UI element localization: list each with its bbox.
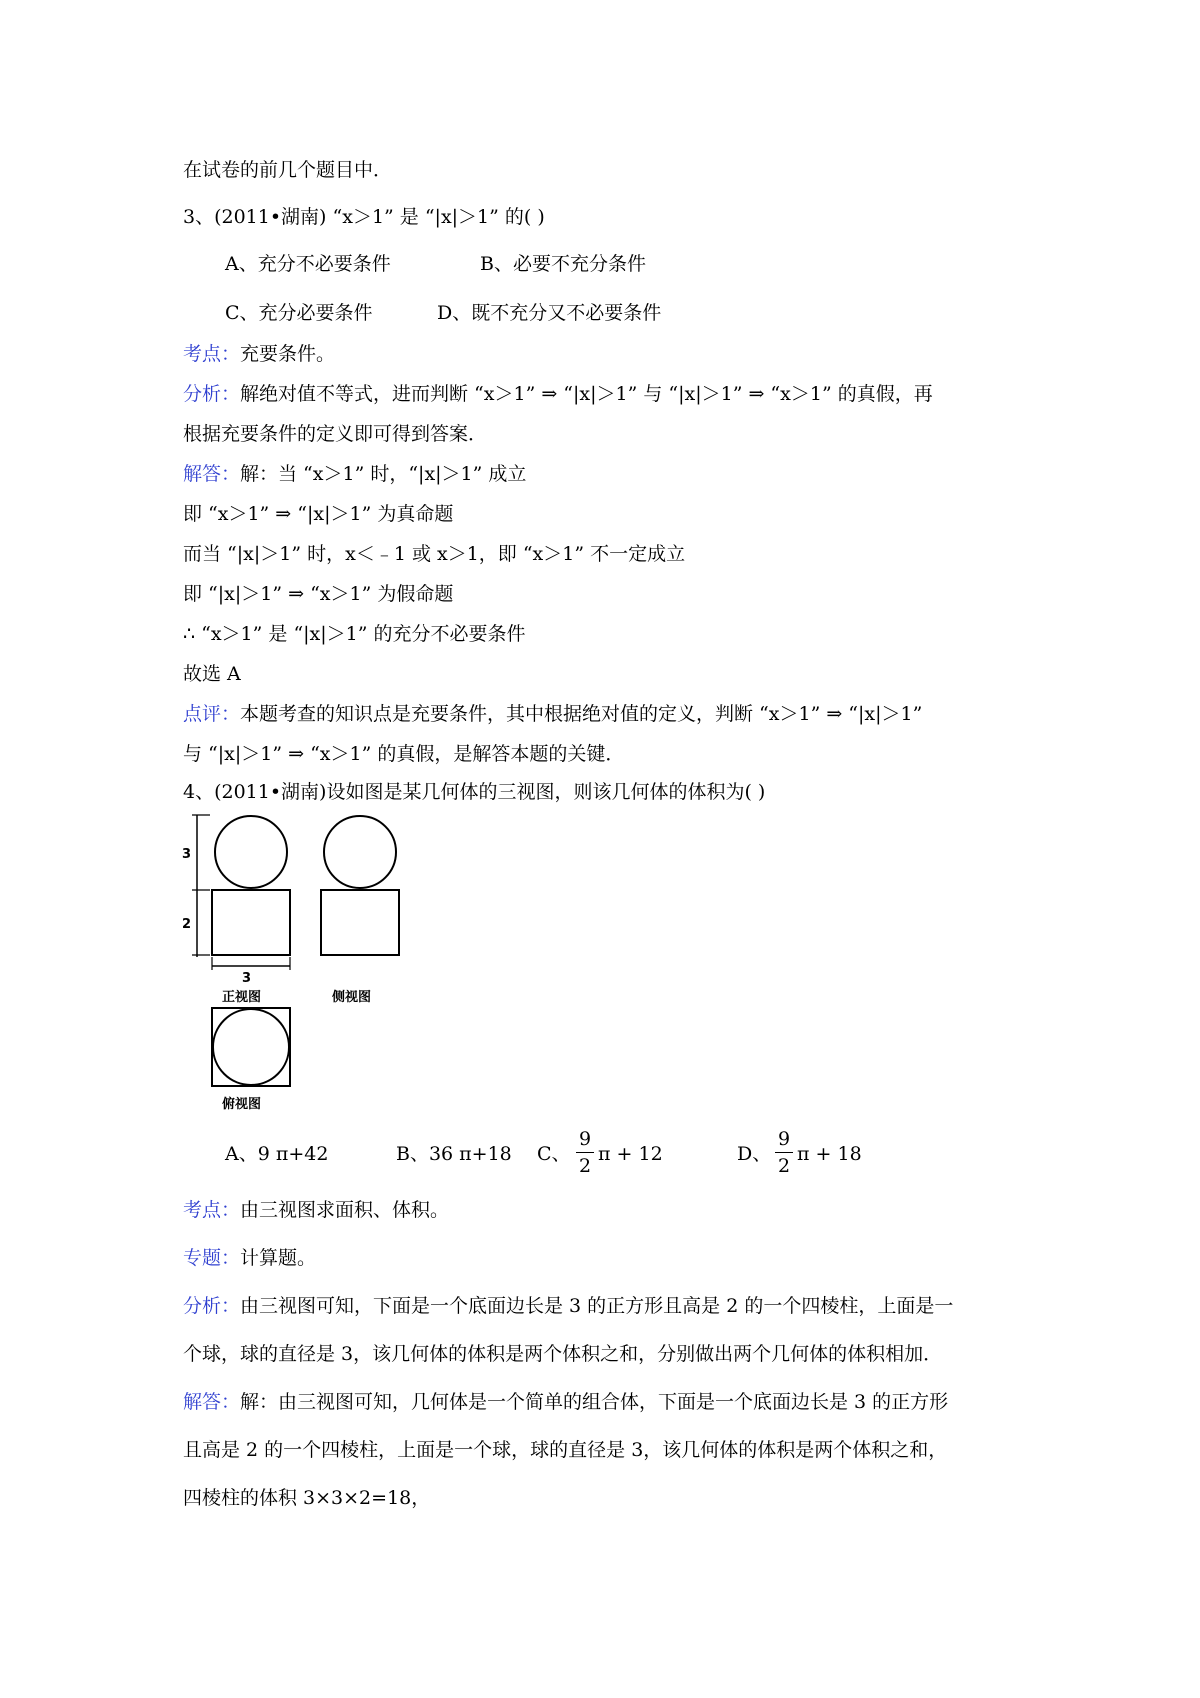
zhuanti-text: 计算题。 — [240, 1247, 317, 1269]
fenxi-text: 解绝对值不等式，进而判断 “x＞1” ⇒ “|x|＞1” 与 “|x|＞1” ⇒ “x＞1” 的真假，再 — [240, 383, 933, 405]
dianping-line — [183, 700, 922, 728]
solution-line-2: 而当 “|x|＞1” 时，x＜﹣1 或 x＞1，即 “x＞1” 不一定成立 — [183, 543, 686, 565]
solution-line-5: 故选 A — [183, 663, 241, 685]
front-view-rect — [212, 890, 290, 955]
option-b: B、必要不充分条件 — [480, 253, 646, 275]
dianping-text: 本题考查的知识点是充要条件，其中根据绝对值的定义，判断 “x＞1” ⇒ “|x|＞1” — [240, 703, 923, 725]
jieda2-line-3: 四棱柱的体积 3×3×2=18， — [183, 1487, 431, 1509]
solution-line-3: 即 “|x|＞1” ⇒ “x＞1” 为假命题 — [183, 583, 454, 605]
fraction-numerator: 9 — [578, 1128, 592, 1150]
text-line: 在试卷的前几个题目中． — [183, 159, 393, 181]
q4-option-d-fraction — [773, 1128, 795, 1177]
fraction-denominator: 2 — [777, 1155, 791, 1177]
jieda2-line — [183, 1388, 948, 1416]
jieda-text: 解：当 “x＞1” 时，“|x|＞1” 成立 — [240, 463, 527, 485]
jieda2-line-2: 且高是 2 的一个四棱柱，上面是一个球，球的直径是 3，该几何体的体积是两个体积之和， — [183, 1439, 948, 1461]
zhuanti-label: 专题： — [183, 1247, 241, 1269]
option-a: A、充分不必要条件 — [225, 253, 391, 275]
fenxi2-label: 分析： — [183, 1295, 241, 1317]
side-view-circle — [324, 816, 396, 888]
dimension-3-bottom: 3 — [242, 971, 252, 986]
q4-option-b: B、36 π+18 — [396, 1143, 512, 1165]
dianping-label: 点评： — [183, 703, 241, 725]
q4-option-c-fraction — [574, 1128, 596, 1177]
jieda2-label: 解答： — [183, 1391, 241, 1413]
dimension-3-top: 3 — [182, 847, 192, 862]
jieda-line — [183, 460, 526, 488]
q4-option-c-suffix: π + 12 — [598, 1143, 663, 1165]
fraction-numerator: 9 — [777, 1128, 791, 1150]
fenxi-line-2: 根据充要条件的定义即可得到答案． — [183, 423, 488, 445]
option-d: D、既不充分又不必要条件 — [437, 302, 662, 324]
fenxi2-line — [183, 1292, 953, 1320]
kaodian2-text: 由三视图求面积、体积。 — [240, 1199, 450, 1221]
dianping-line-2: 与 “|x|＞1” ⇒ “x＞1” 的真假，是解答本题的关键． — [183, 743, 625, 765]
fenxi-label: 分析： — [183, 383, 241, 405]
jieda-label: 解答： — [183, 463, 241, 485]
fenxi2-text: 由三视图可知，下面是一个底面边长是 3 的正方形且高是 2 的一个四棱柱，上面是一 — [240, 1295, 954, 1317]
question-3: 3、(2011•湖南) “x＞1” 是 “|x|＞1” 的( ) — [183, 206, 545, 228]
jieda2-text: 解：由三视图可知，几何体是一个简单的组合体，下面是一个底面边长是 3 的正方形 — [240, 1391, 949, 1413]
three-view-figure — [180, 810, 410, 1120]
question-4: 4、(2011•湖南)设如图是某几何体的三视图，则该几何体的体积为( ) — [183, 781, 766, 803]
solution-line-4: ∴ “x＞1” 是 “|x|＞1” 的充分不必要条件 — [183, 623, 526, 645]
q4-option-c-prefix: C、 — [537, 1143, 571, 1165]
q4-option-d-prefix: D、 — [737, 1143, 772, 1165]
q4-option-d-suffix: π + 18 — [797, 1143, 862, 1165]
front-view-label: 正视图 — [222, 990, 262, 1005]
kaodian2-line — [183, 1196, 449, 1224]
solution-line-1: 即 “x＞1” ⇒ “|x|＞1” 为真命题 — [183, 503, 454, 525]
kaodian-label: 考点： — [183, 343, 241, 365]
zhuanti-line — [183, 1244, 316, 1272]
top-view-label: 俯视图 — [222, 1097, 262, 1112]
kaodian-line — [183, 340, 335, 368]
fraction-denominator: 2 — [578, 1155, 592, 1177]
front-view-circle — [215, 816, 287, 888]
fenxi2-line-2: 个球，球的直径是 3，该几何体的体积是两个体积之和，分别做出两个几何体的体积相加． — [183, 1343, 943, 1365]
q4-option-a: A、9 π+42 — [225, 1143, 329, 1165]
kaodian2-label: 考点： — [183, 1199, 241, 1221]
side-view-label: 侧视图 — [332, 990, 372, 1005]
top-view-circle — [213, 1009, 289, 1085]
fenxi-line — [183, 380, 933, 408]
dimension-2: 2 — [182, 917, 192, 932]
side-view-rect — [321, 890, 399, 955]
option-c: C、充分必要条件 — [225, 302, 373, 324]
kaodian-text: 充要条件。 — [240, 343, 336, 365]
